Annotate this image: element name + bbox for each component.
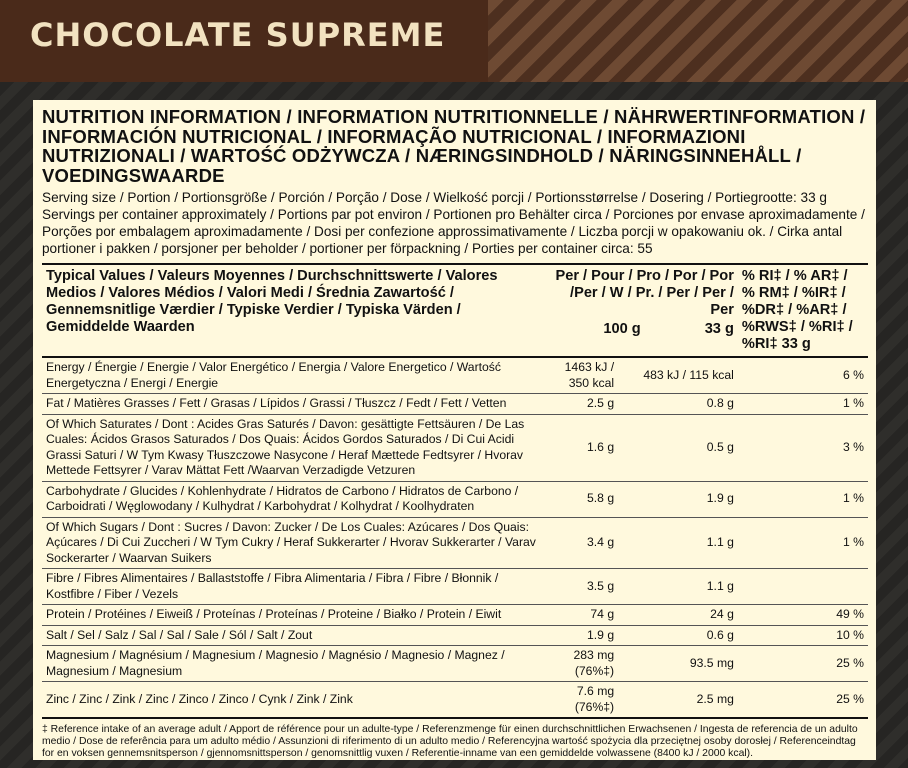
per-33-header: 33 g (704, 321, 734, 337)
per-amounts (550, 321, 734, 338)
value-per-100g: 1.9 g (546, 625, 618, 646)
table-row (42, 414, 868, 481)
value-per-100g: 74 g (546, 605, 618, 626)
table-row (42, 605, 868, 626)
value-per-100g: 283 mg (76%‡) (546, 646, 618, 682)
table-header-row (42, 264, 868, 357)
header-banner (0, 0, 908, 82)
nutrient-name: Carbohydrate / Glucides / Kohlenhydrate / Hidratos de Carbono / Hidratos de Carbono / Carboidrati / Węglowodany / Kulhydrat / Karbohydrat / Kolhydrat / Koolhydraten (42, 481, 546, 517)
nutrition-rows (42, 357, 868, 718)
typical-values-header: Typical Values / Valeurs Moyennes / Durchschnittswerte / Valores Medios / Valores Médios / Valori Medi / Średnia Zawartość / Gennemsnitlige Værdier / Typiske Verdier / Typiska Värden / Gemiddelde Waarden (42, 264, 546, 357)
table-row (42, 682, 868, 719)
value-per-100g: 5.8 g (546, 481, 618, 517)
value-per-33g: 483 kJ / 115 kcal (618, 357, 738, 394)
per-header (546, 264, 738, 357)
ri-33-header: %RI‡ 33 g (741, 336, 811, 352)
value-per-33g: 93.5 mg (618, 646, 738, 682)
value-per-100g: 7.6 mg (76%‡) (546, 682, 618, 719)
value-per-33g: 1.1 g (618, 517, 738, 569)
value-per-100g: 1463 kJ / 350 kcal (546, 357, 618, 394)
nutrient-name: Fat / Matières Grasses / Fett / Grasas / Lípidos / Grassi / Tłuszcz / Fedt / Fett / Vetten (42, 394, 546, 415)
value-per-33g: 24 g (618, 605, 738, 626)
nutrient-name: Of Which Saturates / Dont : Acides Gras Saturés / Davon: gesättigte Fettsäuren / De Las Cuales: Ácidos Grasos Saturados / Dos Quais: Ácidos Gordos Saturados / Di Cui Acidi Grassi Saturi / W Tym Kwasy Tłuszczowe Nasycone / Heraf Mættede Fedtsyrer / Hvorav Mettede Fettsyrer / Varav Mättat Fett /Waarvan Verzadigde Vetzuren (42, 414, 546, 481)
value-per-33g: 0.6 g (618, 625, 738, 646)
table-row (42, 646, 868, 682)
ri-percent: 10 % (738, 625, 868, 646)
ri-header (738, 264, 868, 357)
ri-percent: 25 % (738, 682, 868, 719)
nutrition-table (42, 263, 868, 719)
footnote: ‡ Reference intake of an average adult / Apport de référence pour un adulte-type / Referenzmenge für einen durchschnittlichen Erwachsenen / Ingesta de referencia de un adulto medio / Dose de referência para um adulto médio / Assunzioni di riferimento di un adulto medio / Referencyjna wartość spożycia dla przeciętnej osoby dorosłej / Referenceindtag for en voksen gennemsnitsperson / gjennomsnittsperson / genomsnittlig vuxen / Referentie-inname van een gemiddelde volwassene (8400 kJ / 2000 kcal). (42, 724, 858, 759)
value-per-33g: 0.5 g (618, 414, 738, 481)
nutrition-panel (33, 100, 876, 760)
product-title: CHOCOLATE SUPREME (30, 16, 446, 54)
value-per-100g: 3.4 g (546, 517, 618, 569)
value-per-33g: 1.9 g (618, 481, 738, 517)
table-row (42, 517, 868, 569)
nutrient-name: Energy / Énergie / Energie / Valor Energético / Energia / Valore Energetico / Wartość Energetyczna / Energi / Energie (42, 357, 546, 394)
nutrient-name: Fibre / Fibres Alimentaires / Ballaststoffe / Fibra Alimentaria / Fibra / Fibre / Błonnik / Kostfibre / Fiber / Vezels (42, 569, 546, 605)
ri-label: % RI‡ / % AR‡ / % RM‡ / %IR‡ / %DR‡ / %AR‡ / %RWS‡ / %RI‡ / (741, 268, 853, 335)
nutrient-name: Magnesium / Magnésium / Magnesium / Magnesio / Magnésio / Magnesio / Magnez / Magnesium / Magnesium (42, 646, 546, 682)
serving-size: Serving size / Portion / Portionsgröße / Porción / Porção / Dose / Wielkość porcji / Portionsstørrelse / Dosering / Portiegrootte: 33 g (42, 190, 827, 205)
ri-percent: 3 % (738, 414, 868, 481)
ri-percent: 6 % (738, 357, 868, 394)
table-row (42, 481, 868, 517)
value-per-33g: 1.1 g (618, 569, 738, 605)
value-per-33g: 2.5 mg (618, 682, 738, 719)
nutrition-heading: NUTRITION INFORMATION / INFORMATION NUTRITIONNELLE / NÄHRWERTINFORMATION / INFORMACIÓN NUTRICIONAL / INFORMAÇÃO NUTRICIONAL / INFORMAZIONI NUTRIZIONALI / WARTOŚĆ ODŻYWCZA / NÆRINGSINDHOLD / NÄRINGSINNEHÅLL / VOEDINGSWAARDE (42, 106, 866, 186)
value-per-100g: 2.5 g (546, 394, 618, 415)
per-100-header: 100 g (603, 321, 641, 337)
ri-percent: 1 % (738, 517, 868, 569)
ri-percent: 25 % (738, 646, 868, 682)
table-row (42, 394, 868, 415)
ri-percent: 49 % (738, 605, 868, 626)
value-per-100g: 1.6 g (546, 414, 618, 481)
value-per-100g: 3.5 g (546, 569, 618, 605)
ri-percent: 1 % (738, 394, 868, 415)
servings-per-container: Servings per container approximately / Portions par pot environ / Portionen pro Behälter circa / Porciones por envase aproximadamente / Porções por embalagem aproximadamente / Dosi per confezione approssimativamente / Liczba porcji w opakowaniu ok. / Cirka antal portioner i pakken / porsjoner per beholder / portioner per förpackning / Porties per container circa: 55 (42, 207, 865, 256)
per-label: Per / Pour / Pro / Por / Por /Per / W / Pr. / Per / Per / Per (555, 268, 734, 318)
nutrient-name: Zinc / Zinc / Zink / Zinc / Zinco / Zinco / Cynk / Zink / Zink (42, 682, 546, 719)
value-per-33g: 0.8 g (618, 394, 738, 415)
nutrient-name: Of Which Sugars / Dont : Sucres / Davon: Zucker / De Los Cuales: Azúcares / Dos Quais: Açúcares / Di Cui Zuccheri / W Tym Cukry / Heraf Sukkerarter / Hvorav Sukkerarter / Varav Sockerarter / Waarvan Suikers (42, 517, 546, 569)
nutrient-name: Protein / Protéines / Eiweiß / Proteínas / Proteínas / Proteine / Białko / Protein / Eiwit (42, 605, 546, 626)
nutrient-name: Salt / Sel / Salz / Sal / Sal / Sale / Sól / Salt / Zout (42, 625, 546, 646)
table-row (42, 357, 868, 394)
ri-percent: 1 % (738, 481, 868, 517)
table-row (42, 569, 868, 605)
table-row (42, 625, 868, 646)
ri-percent (738, 569, 868, 605)
